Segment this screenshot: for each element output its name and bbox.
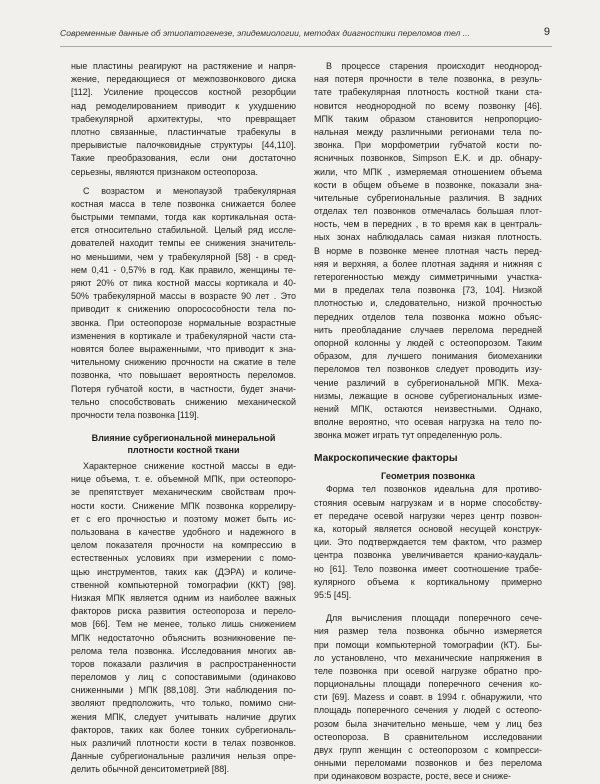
left-column xyxy=(71,60,296,777)
paragraph xyxy=(71,60,296,179)
text-line: новится неоднородной по всему позвонку [46]. xyxy=(314,100,542,111)
text-line: МПК таким образом становится непропорцио- xyxy=(314,113,542,124)
text-line: переломов тел позвонков следует проводить изу- xyxy=(314,364,542,375)
text-line: остеопороза. В сравнительном исследовании xyxy=(314,731,542,742)
subheading: Геометрия позвонка xyxy=(381,471,475,482)
text-line: В норме в позвонке менее плотная часть перед- xyxy=(314,245,542,256)
paragraph xyxy=(314,612,542,783)
text-line: 50% трабекулярной массы в возрасте 90 лет . Это xyxy=(71,291,296,302)
text-line: жили, что МПК , измеряемая отношением объема xyxy=(314,166,542,177)
text-line: чительному снижению прочности на сжатие в теле xyxy=(71,357,296,368)
text-line: трабекулярной архитектуры, что превращает xyxy=(71,113,296,124)
running-title: Современные данные об этиопатогенезе, эпидемиологии, методах диагностики переломов тел ... xyxy=(60,28,470,38)
text-line: передних отделов тела позвонка можно объяс- xyxy=(314,311,542,322)
text-line: новятся более выраженными, что приводит к зна- xyxy=(71,343,296,354)
text-line: релома тела позвонка. Исследования многих ав- xyxy=(71,645,296,656)
text-line: костная масса в теле позвонка снижается более xyxy=(71,198,296,209)
text-line: нице объема, т. е. объемной МПК, при остеопоро- xyxy=(71,474,296,485)
text-line: факторов риска развития остеопороза и перело- xyxy=(71,606,296,617)
text-line: [112]. Усиление процессов костной резорбции xyxy=(71,87,296,98)
text-line: дователей находит темпы ее снижения значитель- xyxy=(71,238,296,249)
text-line: жения МПК, следует учитывать наличие других xyxy=(71,711,296,722)
text-line: стояния осевым нагрузкам и в норме способству- xyxy=(314,497,542,508)
text-line: нений МПК, остаются неизвестными. Однако, xyxy=(314,403,542,414)
text-line: нальная между различными регионами тела по- xyxy=(314,126,542,137)
running-header xyxy=(60,22,552,47)
text-line: прочности тела позвонка [119]. xyxy=(71,409,200,420)
paragraph xyxy=(71,460,296,777)
paragraph xyxy=(71,185,296,422)
paragraph xyxy=(314,60,542,442)
text-line: делить обычной денситометрией [88]. xyxy=(71,764,230,775)
text-line: позвонка, что повышает вероятность переломов. xyxy=(71,370,296,381)
text-line: сти [69]. Mazess и соавт. в 1994 г. обнаружили, что xyxy=(314,692,542,703)
text-line: ряют 20% от пика костной массы кортикала и 40- xyxy=(71,278,296,288)
text-line: звонка. При морфометрии губчатой кости по- xyxy=(314,140,542,151)
text-line: ности кости. Снижение МПК позвонка коррелиру- xyxy=(71,500,296,511)
text-line: нить преобладание случаев перелома передней xyxy=(314,324,542,335)
page-number: 9 xyxy=(543,26,550,38)
text-line: отделах тел позвонков отмечалась большая плот- xyxy=(314,206,542,217)
text-line: жение, передающиеся от межпозвонкового диска xyxy=(71,74,296,85)
text-line: приводит к снижению опоросособности тела по- xyxy=(71,304,296,315)
text-line: плотно связанные, пластинчатые трабекулы в xyxy=(71,126,296,137)
text-line: Характерное снижение костной массы в еди- xyxy=(83,461,296,472)
text-line: кости в общем объеме в позвонке, показали зна- xyxy=(314,179,542,190)
text-line: нем 0,41 - 0,57% в год. Как правило, женщины те- xyxy=(71,264,296,275)
text-line: зе препятствует механическим свойствам проч- xyxy=(71,487,296,498)
text-line: Форма тел позвонков идеальна для противо- xyxy=(326,484,542,495)
text-line: гетерогенностью между симметричными участка- xyxy=(314,272,542,282)
text-line: ная потеря прочности в теле позвонка, в резуль- xyxy=(314,74,542,85)
text-line: двух групп женщин с остеопорозом с компресси- xyxy=(314,745,542,755)
text-line: онными переломами позвонков и без перелома xyxy=(314,758,542,769)
text-line: вполне вероятно, что осевая нагрузка на тело по- xyxy=(314,417,542,428)
text-line: при помощи компьютерной томографии (КТ). Бы- xyxy=(314,639,542,650)
text-line: при одинаковом возрасте, росте, весе и сниже- xyxy=(314,771,512,782)
text-line: но меньшими, чем у трабекулярной [58] - в сред- xyxy=(71,251,296,262)
text-line: порциональны площади поперечного сечения ко- xyxy=(314,679,542,690)
right-column xyxy=(314,60,542,784)
text-line: ность, чем в передних , в то время как в централь- xyxy=(314,219,542,230)
text-line: ции. Это подтверждается тем фактом, что размер xyxy=(314,537,542,548)
subheading-line: Влияние субрегиональной минеральной xyxy=(91,433,276,444)
text-line: но [61]. Тело позвонка имеет соотношение трабе- xyxy=(314,563,542,574)
text-line: целом показателя прочности на компрессию в xyxy=(71,540,296,551)
text-line: естественных условиях при измерении с помо- xyxy=(71,553,296,564)
text-line: образом, для лучшего понимания биомеханики xyxy=(314,351,542,362)
text-line: центра позвонка увеличивается кранио-каудаль- xyxy=(314,550,542,561)
text-line: ет с его прочностью и поэтому может быть ис- xyxy=(71,513,296,524)
text-line: тельно способствовать снижению механической xyxy=(71,396,296,407)
text-line: звонка. При остеопорозе нормальные возрастные xyxy=(71,317,296,328)
text-line: серьезны, являются признаком остеопороза. xyxy=(71,166,258,177)
text-line: Данные субрегиональные различия нельзя опре- xyxy=(71,751,296,762)
text-line: ные пластины реагируют на растяжение и напря- xyxy=(71,61,296,71)
text-line: ется относительно стабильной. Целый ряд иссле- xyxy=(71,225,296,236)
text-line: теле позвонка при осевой нагрузке обратно про- xyxy=(314,665,542,676)
text-line: пользована в качестве удобного и надежного в xyxy=(71,527,296,537)
text-line: Такие преобразования, если они достаточно xyxy=(71,153,296,164)
subheading-line: плотности костной ткани xyxy=(127,445,240,456)
text-line: ных зонах наблюдалась самая низкая плотность. xyxy=(314,232,542,243)
text-line: МПК недостаточно объяснить возникновение пе- xyxy=(71,632,296,643)
text-line: С возрастом и менопаузой трабекулярная xyxy=(83,185,296,196)
text-line: ет передаче осевой нагрузки через центр позвон- xyxy=(314,510,542,521)
section-heading: Макроскопические факторы xyxy=(314,453,458,465)
text-line: няя и верхняя, а более плотная задняя и нижняя с xyxy=(314,258,542,269)
text-line: кулярного объема к кортикальному примерно xyxy=(314,576,542,587)
text-line: розом была значительно меньше, чем у лиц без xyxy=(314,718,542,729)
text-line: ния размер тела позвонка обычно измеряется xyxy=(314,626,542,637)
text-line: быстрыми темпами, тогда как кортикальная оста- xyxy=(71,212,296,223)
text-line: ми в пределах тела позвонка [73, 104]. Низкой xyxy=(314,285,542,296)
text-line: ло установлено, что механические напряжения в xyxy=(314,652,542,663)
text-line: 95:5 [45]. xyxy=(314,589,352,600)
text-line: ных различий плотности кости в телах позвонков. xyxy=(71,738,296,748)
text-line: чение различий в субрегиональной МПК. Меха- xyxy=(314,377,542,388)
text-line: звонка может играть тут определенную роль. xyxy=(314,430,503,441)
text-line: над ремоделированием приводит к ухудшению xyxy=(71,100,296,111)
text-line: В процессе старения происходит неоднород- xyxy=(326,61,542,71)
text-line: переломов у лиц с сопоставимыми (одинаково xyxy=(71,672,296,683)
text-line: чительные субрегиональные различия. В задних xyxy=(314,192,542,203)
text-line: низмы, лежащие в основе субрегиональных изме- xyxy=(314,390,542,401)
text-line: щью инструментов, таких как (ДЭРА) и количе- xyxy=(71,566,296,577)
text-line: Потеря губчатой кости, в частности, будет значи- xyxy=(71,383,296,394)
text-line: факторов, таких как более тонких субрегиональ- xyxy=(71,724,296,735)
text-line: тате трабекулярная плотность костной ткани ста- xyxy=(314,87,542,98)
text-line: ка, который является основой несущей конструк- xyxy=(314,524,542,534)
text-line: сниженными ) МПК [88,108]. Эти наблюдения по- xyxy=(71,685,296,696)
text-line: площадь поперечного сечения у людей с остеопо- xyxy=(314,705,542,716)
text-line: ственной компьютерной томографии (ККТ) [98]. xyxy=(71,579,296,590)
text-line: торов показали различия в распространенности xyxy=(71,658,296,669)
text-line: плотностью и, следовательно, низкой прочностью xyxy=(314,298,542,309)
text-line: Для вычисления площади поперечного сече- xyxy=(326,613,542,624)
text-line: Низкая МПК является одним из наиболее важных xyxy=(71,592,296,603)
text-line: прерывистые палочковидные структуры [44,110]. xyxy=(71,140,296,151)
paragraph xyxy=(314,483,542,602)
text-line: зволяют предположить, что только, помимо сни- xyxy=(71,698,296,709)
text-line: ясничных позвонков, Simpson E.K. и др. обнару- xyxy=(314,153,542,164)
text-line: мов [66]. Тем не менее, только лишь снижением xyxy=(71,619,296,630)
text-line: опорной колонны у людей с остеопорозом. Таким xyxy=(314,337,542,348)
text-line: изменения в кортикале и трабекулярной части ста- xyxy=(71,330,296,341)
